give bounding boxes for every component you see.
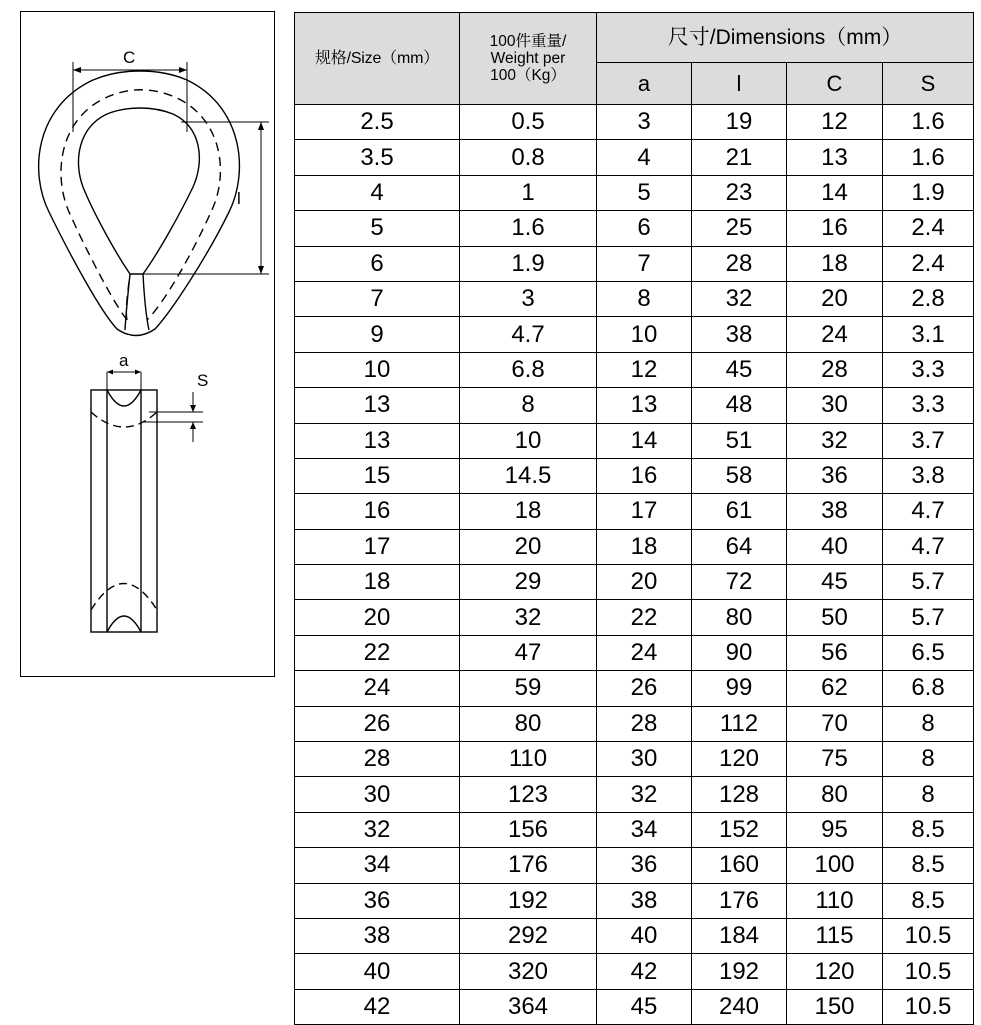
cell-s: 3.3 [883,388,974,423]
cell-a: 36 [597,848,692,883]
cell-size: 17 [295,529,460,564]
cell-s: 1.6 [883,105,974,140]
header-weight-line3: 100（Kg） [490,67,566,85]
cell-a: 13 [597,388,692,423]
cell-c: 115 [787,918,883,953]
cell-s: 6.5 [883,635,974,670]
cell-a: 30 [597,742,692,777]
cell-a: 32 [597,777,692,812]
cell-weight: 47 [460,635,597,670]
cell-l: 184 [692,918,787,953]
cell-c: 45 [787,565,883,600]
cell-a: 16 [597,458,692,493]
cell-s: 1.9 [883,175,974,210]
cell-c: 120 [787,954,883,989]
table-row [295,352,974,387]
cell-s: 1.6 [883,140,974,175]
table-row [295,954,974,989]
cell-c: 14 [787,175,883,210]
cell-a: 4 [597,140,692,175]
cell-size: 15 [295,458,460,493]
cell-l: 72 [692,565,787,600]
cell-a: 7 [597,246,692,281]
cell-c: 80 [787,777,883,812]
cell-size: 2.5 [295,105,460,140]
cell-weight: 192 [460,883,597,918]
cell-c: 56 [787,635,883,670]
cell-size: 22 [295,635,460,670]
cell-size: 26 [295,706,460,741]
cell-l: 21 [692,140,787,175]
cell-l: 112 [692,706,787,741]
cell-c: 95 [787,812,883,847]
table-row [295,423,974,458]
table-row [295,706,974,741]
cell-a: 17 [597,494,692,529]
cell-weight: 32 [460,600,597,635]
cell-c: 32 [787,423,883,458]
cell-weight: 59 [460,671,597,706]
table-row [295,742,974,777]
label-a: a [119,351,129,370]
cell-l: 58 [692,458,787,493]
cell-s: 2.4 [883,246,974,281]
cell-weight: 80 [460,706,597,741]
cell-size: 30 [295,777,460,812]
cell-weight: 364 [460,989,597,1024]
header-size: 规格/Size（mm） [295,13,460,105]
table-row [295,246,974,281]
cell-c: 150 [787,989,883,1024]
header-weight-line1: 100件重量/ [489,32,567,50]
cell-a: 42 [597,954,692,989]
header-col-c: C [787,63,883,105]
cell-s: 2.4 [883,211,974,246]
cell-c: 24 [787,317,883,352]
cell-weight: 20 [460,529,597,564]
cell-weight: 10 [460,423,597,458]
table-row [295,918,974,953]
cell-s: 8.5 [883,883,974,918]
cell-s: 3.7 [883,423,974,458]
cell-size: 38 [295,918,460,953]
cell-size: 9 [295,317,460,352]
table-row [295,635,974,670]
cell-c: 16 [787,211,883,246]
table-row [295,529,974,564]
cell-c: 30 [787,388,883,423]
cell-c: 20 [787,281,883,316]
cell-l: 160 [692,848,787,883]
cell-c: 13 [787,140,883,175]
cell-s: 4.7 [883,494,974,529]
header-col-l: l [692,63,787,105]
cell-c: 40 [787,529,883,564]
table-row [295,211,974,246]
cell-size: 10 [295,352,460,387]
cell-a: 5 [597,175,692,210]
header-weight [460,13,597,105]
cell-l: 23 [692,175,787,210]
specification-table [294,12,974,1025]
cell-l: 90 [692,635,787,670]
cell-a: 12 [597,352,692,387]
cell-a: 26 [597,671,692,706]
cell-weight: 4.7 [460,317,597,352]
table-row [295,140,974,175]
table-row [295,600,974,635]
thimble-groove-dashed [61,90,220,320]
header-col-s: S [883,63,974,105]
table-row [295,989,974,1024]
cell-c: 110 [787,883,883,918]
table-row [295,458,974,493]
cell-l: 61 [692,494,787,529]
cell-l: 28 [692,246,787,281]
cell-weight: 3 [460,281,597,316]
cell-a: 20 [597,565,692,600]
cell-a: 18 [597,529,692,564]
table-row [295,883,974,918]
cell-weight: 1 [460,175,597,210]
label-s: S [197,371,209,390]
cell-weight: 6.8 [460,352,597,387]
cell-size: 36 [295,883,460,918]
cell-c: 100 [787,848,883,883]
cell-l: 99 [692,671,787,706]
cell-a: 24 [597,635,692,670]
cell-size: 16 [295,494,460,529]
cell-a: 6 [597,211,692,246]
cell-size: 18 [295,565,460,600]
cell-l: 32 [692,281,787,316]
cell-size: 3.5 [295,140,460,175]
header-col-a: a [597,63,692,105]
cell-l: 25 [692,211,787,246]
table-row [295,317,974,352]
cell-size: 20 [295,600,460,635]
cell-weight: 0.8 [460,140,597,175]
cell-weight: 8 [460,388,597,423]
cell-c: 38 [787,494,883,529]
cell-weight: 176 [460,848,597,883]
cell-l: 48 [692,388,787,423]
cell-a: 8 [597,281,692,316]
cell-weight: 156 [460,812,597,847]
cell-l: 80 [692,600,787,635]
cell-l: 128 [692,777,787,812]
cell-a: 14 [597,423,692,458]
cell-s: 2.8 [883,281,974,316]
cell-l: 19 [692,105,787,140]
cell-c: 36 [787,458,883,493]
cell-s: 5.7 [883,600,974,635]
cell-a: 28 [597,706,692,741]
cell-s: 10.5 [883,989,974,1024]
cell-s: 8 [883,706,974,741]
cell-weight: 14.5 [460,458,597,493]
cell-s: 8 [883,742,974,777]
cell-s: 10.5 [883,918,974,953]
table-row [295,105,974,140]
cell-s: 8 [883,777,974,812]
cell-l: 192 [692,954,787,989]
table-row [295,388,974,423]
cell-l: 64 [692,529,787,564]
cell-l: 176 [692,883,787,918]
cell-size: 13 [295,388,460,423]
cell-c: 28 [787,352,883,387]
cell-a: 45 [597,989,692,1024]
cell-l: 45 [692,352,787,387]
cell-weight: 1.6 [460,211,597,246]
cell-size: 34 [295,848,460,883]
cell-size: 24 [295,671,460,706]
cell-s: 8.5 [883,812,974,847]
cell-size: 4 [295,175,460,210]
cell-size: 28 [295,742,460,777]
cell-s: 6.8 [883,671,974,706]
table-row [295,671,974,706]
cell-s: 8.5 [883,848,974,883]
cell-weight: 18 [460,494,597,529]
cell-s: 5.7 [883,565,974,600]
cell-c: 75 [787,742,883,777]
cell-a: 22 [597,600,692,635]
cell-size: 42 [295,989,460,1024]
cell-a: 3 [597,105,692,140]
cell-a: 38 [597,883,692,918]
cell-weight: 1.9 [460,246,597,281]
cell-size: 32 [295,812,460,847]
table-row [295,848,974,883]
cell-weight: 110 [460,742,597,777]
table-row [295,812,974,847]
table-row [295,494,974,529]
cell-size: 6 [295,246,460,281]
cell-c: 50 [787,600,883,635]
cell-c: 70 [787,706,883,741]
cell-a: 40 [597,918,692,953]
cell-l: 120 [692,742,787,777]
thimble-outer-outline [39,71,240,336]
cell-weight: 292 [460,918,597,953]
cell-size: 7 [295,281,460,316]
cell-size: 5 [295,211,460,246]
thimble-diagram [21,12,276,678]
table-row [295,175,974,210]
table-row [295,565,974,600]
cell-l: 240 [692,989,787,1024]
cell-c: 12 [787,105,883,140]
cell-c: 62 [787,671,883,706]
cell-weight: 0.5 [460,105,597,140]
cell-size: 13 [295,423,460,458]
cell-s: 4.7 [883,529,974,564]
cell-weight: 320 [460,954,597,989]
cell-l: 51 [692,423,787,458]
cell-s: 3.1 [883,317,974,352]
cell-a: 34 [597,812,692,847]
cell-s: 3.8 [883,458,974,493]
cell-l: 152 [692,812,787,847]
label-l: l [237,189,241,208]
cell-weight: 123 [460,777,597,812]
cell-s: 3.3 [883,352,974,387]
cell-c: 18 [787,246,883,281]
header-weight-line2: Weight per [490,49,566,67]
thimble-diagram-panel [20,11,275,677]
cell-a: 10 [597,317,692,352]
cell-weight: 29 [460,565,597,600]
header-dimensions: 尺寸/Dimensions（mm） [597,13,974,63]
thimble-inner-outline [78,108,199,274]
specification-table-body [295,105,974,1025]
table-row [295,777,974,812]
cell-size: 40 [295,954,460,989]
cell-s: 10.5 [883,954,974,989]
table-row [295,281,974,316]
label-c: C [123,48,136,67]
cell-l: 38 [692,317,787,352]
